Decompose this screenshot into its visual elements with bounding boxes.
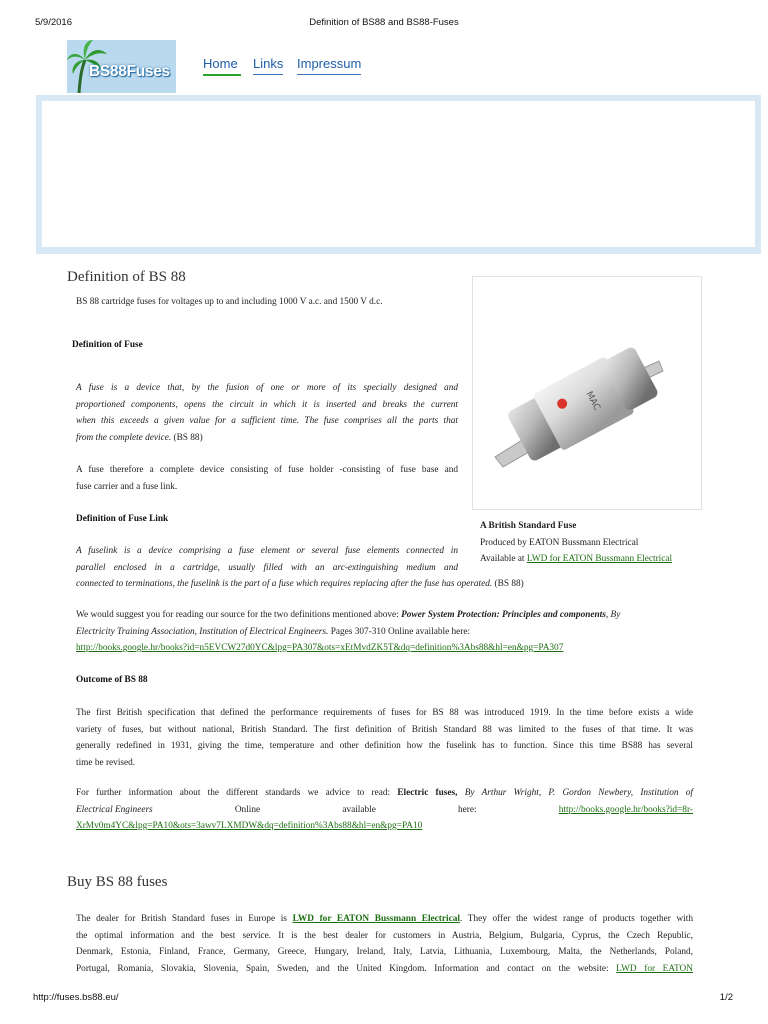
further-here: here: — [458, 804, 477, 815]
suggest-pages: Pages 307-310 Online available here: — [328, 626, 471, 637]
print-footer — [0, 992, 768, 1006]
fuse-ref: (BS 88) — [171, 432, 203, 443]
print-url: http://fuses.bs88.eu/ — [33, 992, 119, 1003]
fuse-line-2: proportioned components, opens the circuit in which it is inserted and breaks the current — [76, 399, 458, 410]
fuse-definition — [76, 380, 458, 446]
buy-line-3: Denmark, Estonia, Finland, France, Germany, Greece, Hungary, Ireland, Italy, Latvia, Lithuania, Luxembourg, Malta, the Netherlands, Poland, — [76, 947, 693, 957]
suggest-authors: Electricity Training Association, Institution of Electrical Engineers. — [76, 626, 329, 637]
buy-paragraph — [76, 911, 693, 977]
fuse-line-1: A fuse is a device that, by the fusion of one or more of its specially designed and — [76, 383, 458, 393]
outcome-heading: Outcome of BS 88 — [76, 675, 148, 685]
print-header — [0, 17, 768, 31]
buy-line-4-pre: Portugal, Romania, Slovakia, Slovenia, Spain, Sweden, and the United Kingdom. Information and contact on the website: — [76, 963, 617, 974]
fuse-caption — [480, 518, 672, 568]
site-logo[interactable] — [67, 40, 176, 93]
suggest-pre: We would suggest you for reading our source for the two definitions mentioned above: — [76, 610, 402, 620]
print-page-number: 1/2 — [719, 992, 733, 1003]
print-date: 5/9/2016 — [35, 17, 72, 28]
fuse-line-4: from the complete device. — [76, 432, 172, 443]
print-title: Definition of BS88 and BS88-Fuses — [309, 17, 459, 28]
buy-website-link[interactable]: LWD for EATON — [616, 963, 693, 974]
nav-home[interactable]: Home — [203, 56, 241, 76]
fuse-image — [472, 276, 702, 510]
intro-paragraph: BS 88 cartridge fuses for voltages up to and including 1000 V a.c. and 1500 V d.c. — [76, 297, 383, 307]
suggest-link[interactable]: http://books.google.hr/books?id=n5EVCW27d0YC&lpg=PA307&ots=xEtMvdZK5T&dq=definition%3Abs88&hl=en&pg=PA307 — [76, 643, 564, 653]
nav-impressum[interactable]: Impressum — [297, 56, 361, 75]
therefore-line-2: fuse carrier and a fuse link. — [76, 481, 178, 492]
further-book: Electric fuses, — [397, 788, 458, 798]
fuse-illustration — [473, 277, 703, 511]
fuse-line-3: when this exceeds a given value for a sufficient time. The fuse comprises all the parts that — [76, 416, 458, 426]
further-paragraph — [76, 785, 693, 835]
suggest-paragraph — [76, 607, 696, 657]
suggest-by: , By — [605, 610, 621, 620]
further-available: available — [342, 804, 376, 815]
fuse-heading: Definition of Fuse — [72, 340, 143, 350]
outcome-line-3: generally redefined in 1931, giving the time, temperature and other definition how the fuselink has to function. Since this time BS88 has several — [76, 741, 693, 751]
further-pre: For further information about the different standards we advice to read: — [76, 788, 398, 798]
outcome-paragraph — [76, 705, 693, 771]
fuse-therefore — [76, 462, 458, 495]
link-line-3: connected to terminations, the fuselink is the part of a fuse which requires replacing after the fuse has operated. — [76, 579, 493, 589]
section-title-buy: Buy BS 88 fuses — [67, 874, 168, 890]
further-authors: By Arthur Wright, P. Gordon Newbery, Institution of — [457, 788, 693, 798]
section-title-definition: Definition of BS 88 — [67, 269, 186, 285]
buy-line-1-pre: The dealer for British Standard fuses in Europe is — [76, 914, 293, 924]
further-online: Online — [234, 804, 261, 815]
link-line-2: parallel enclosed in a cartridge, usually filled with an arc-extinguishing medium and — [76, 562, 458, 573]
further-link-part-1[interactable]: http://books.google.hr/books?id=8r- — [558, 804, 693, 815]
further-publisher: Electrical Engineers — [76, 804, 153, 815]
nav-links[interactable]: Links — [253, 56, 283, 75]
buy-line-1-post: . They offer the widest range of products together with — [459, 914, 693, 924]
caption-title: A British Standard Fuse — [480, 521, 577, 531]
outcome-line-2: variety of fuses, but without national, British Standard. The first definition of British Standard 88 was limited to the fuses of that time. It was — [76, 724, 693, 735]
caption-producer: Produced by EATON Bussmann Electrical — [480, 537, 639, 548]
therefore-line-1: A fuse therefore a complete device consisting of fuse holder -consisting of fuse base and — [76, 465, 458, 475]
svg-text:MAC: MAC — [583, 389, 602, 413]
suggest-book: Power System Protection: Principles and components — [401, 610, 606, 620]
link-ref: (BS 88) — [492, 579, 524, 589]
further-link-part-2[interactable]: XrMv0m4YC&lpg=PA10&ots=3awv7LXMDW&dq=definition%3Abs88&hl=en&pg=PA10 — [76, 821, 423, 831]
caption-available: Available at — [480, 554, 527, 564]
caption-dealer-link[interactable]: LWD for EATON Bussmann Electrical — [526, 554, 673, 564]
fuse-link-heading: Definition of Fuse Link — [76, 514, 169, 524]
link-line-1: A fuselink is a device comprising a fuse element or several fuse elements connected in — [76, 546, 458, 556]
buy-line-2: the optimal information and the best service. It is the best dealer for customers in Austria, Belgium, Bulgaria, Cyprus, the Czech Republic, — [76, 930, 693, 941]
banner-frame — [36, 95, 761, 254]
banner-content — [42, 101, 755, 247]
buy-dealer-link[interactable]: LWD for EATON Bussmann Electrical — [292, 914, 460, 924]
outcome-line-1: The first British specification that defined the performance requirements of fuses for BS 88 was introduced 1919. In the time before exists a wide — [76, 708, 693, 718]
outcome-line-4: time be revised. — [76, 757, 136, 768]
logo-text: BS88Fuses — [89, 63, 170, 80]
